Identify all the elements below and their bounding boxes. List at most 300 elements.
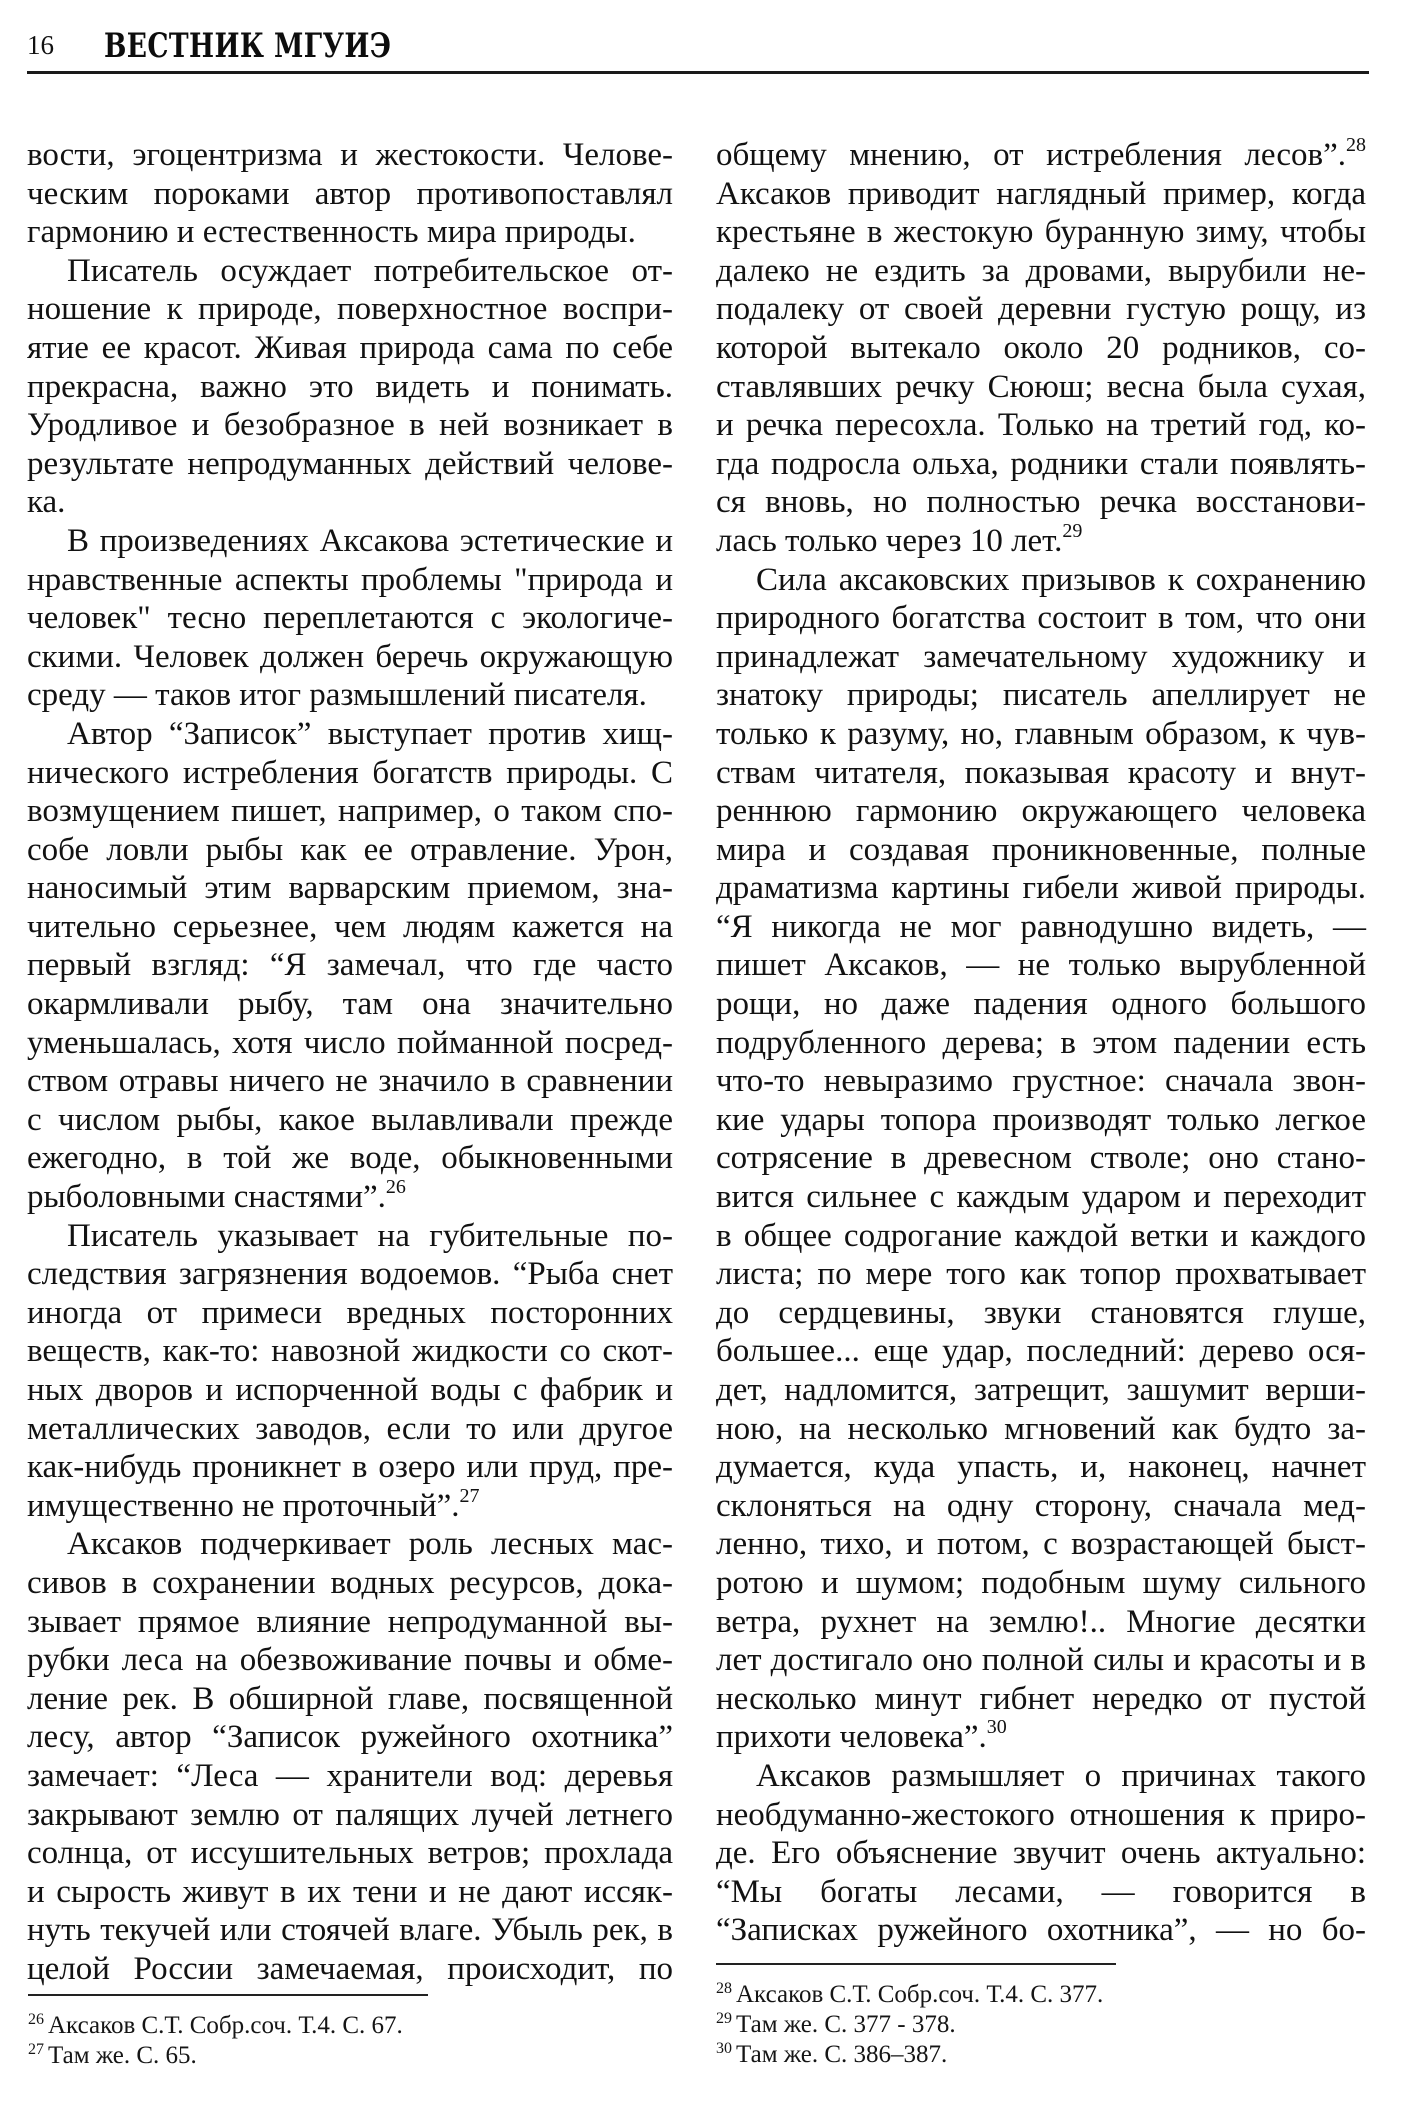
footnote-separator-left bbox=[28, 1994, 428, 1996]
text-line bbox=[716, 1873, 1366, 1912]
text-line bbox=[716, 1641, 1366, 1680]
footnote-number: 30 bbox=[716, 2040, 732, 2057]
line-text: ством отравы ничего не значило в сравнении bbox=[27, 1063, 673, 1100]
text-line-content bbox=[27, 1873, 673, 1912]
text-line-content bbox=[716, 136, 1366, 175]
text-line-content bbox=[716, 1757, 1366, 1796]
text-line bbox=[27, 1332, 673, 1371]
text-line-content bbox=[27, 676, 673, 715]
line-text: склоняться на одну сторону, сначала мед- bbox=[716, 1487, 1366, 1524]
text-line-content bbox=[27, 329, 673, 368]
line-text: целой России замечаемая, происходит, по bbox=[27, 1950, 673, 1987]
line-text: сотрясение в древесном стволе; оно стано- bbox=[716, 1140, 1366, 1177]
text-line bbox=[716, 252, 1366, 291]
text-line-content bbox=[716, 1911, 1366, 1950]
text-line bbox=[27, 985, 673, 1024]
text-line bbox=[27, 1255, 673, 1294]
text-line-content bbox=[27, 1178, 673, 1217]
text-line bbox=[27, 1371, 673, 1410]
text-line-content bbox=[716, 831, 1366, 870]
line-text: “Мы богаты лесами, — говорится в bbox=[716, 1873, 1366, 1910]
text-line-content bbox=[27, 1410, 673, 1449]
text-line-content bbox=[716, 1487, 1366, 1526]
text-line bbox=[716, 1410, 1366, 1449]
text-line-content bbox=[716, 519, 1366, 561]
text-line-content bbox=[716, 175, 1366, 214]
text-line bbox=[716, 1525, 1366, 1564]
text-line-content bbox=[716, 1294, 1366, 1333]
text-line bbox=[716, 1139, 1366, 1178]
text-line-content bbox=[27, 946, 673, 985]
line-text: до сердцевины, звуки становятся глуше, bbox=[716, 1294, 1366, 1331]
text-line-content bbox=[716, 1371, 1366, 1410]
line-text: ка. bbox=[27, 484, 66, 521]
text-line bbox=[27, 406, 673, 445]
line-text: ление рек. В обширной главе, посвященной bbox=[27, 1680, 673, 1717]
text-line-content bbox=[27, 483, 673, 522]
text-line bbox=[27, 1294, 673, 1333]
text-line-content bbox=[27, 1757, 673, 1796]
text-line-content bbox=[716, 1525, 1366, 1564]
text-line-content bbox=[716, 329, 1366, 368]
text-line bbox=[27, 561, 673, 600]
text-line-content bbox=[716, 908, 1366, 947]
text-line bbox=[27, 1139, 673, 1178]
line-text: возмущением пишет, например, о таком спо- bbox=[27, 793, 673, 830]
text-line-content bbox=[27, 1062, 673, 1101]
text-line bbox=[27, 869, 673, 908]
text-line-content bbox=[27, 1332, 673, 1371]
line-text: кие удары топора производят только легкое bbox=[716, 1101, 1366, 1138]
text-line-content bbox=[716, 1101, 1366, 1140]
text-line-content bbox=[716, 561, 1366, 600]
line-text: ною, на несколько мгновений как будто за- bbox=[716, 1410, 1366, 1447]
text-line bbox=[716, 908, 1366, 947]
line-text: природного богатства состоит в том, что они bbox=[716, 600, 1366, 637]
text-line bbox=[27, 1603, 673, 1642]
text-line-content bbox=[716, 213, 1366, 252]
line-text: имущественно не проточный”. bbox=[27, 1487, 460, 1524]
text-line-content bbox=[27, 1101, 673, 1140]
text-line-content bbox=[27, 1217, 673, 1256]
line-text: вится сильнее с каждым ударом и переходит bbox=[716, 1179, 1366, 1216]
text-line bbox=[27, 792, 673, 831]
text-line bbox=[716, 483, 1366, 522]
text-line-content bbox=[27, 1796, 673, 1835]
text-line bbox=[27, 1950, 673, 1989]
text-line-content bbox=[716, 1834, 1366, 1873]
text-line-content bbox=[27, 1448, 673, 1487]
text-line-content bbox=[716, 985, 1366, 1024]
line-text: ежегодно, в той же воде, обыкновенными bbox=[27, 1140, 673, 1177]
line-text: зывает прямое влияние непродуманной вы- bbox=[27, 1603, 673, 1640]
line-text: “Записках ружейного охотника”, — но бо- bbox=[716, 1912, 1366, 1949]
line-text: большее... еще удар, последний: дерево ося- bbox=[716, 1333, 1366, 1370]
right-column bbox=[716, 136, 1366, 1950]
text-line-content bbox=[716, 792, 1366, 831]
text-line bbox=[716, 561, 1366, 600]
text-line bbox=[27, 136, 673, 175]
text-line-content bbox=[27, 985, 673, 1024]
line-text: Аксаков подчеркивает роль лесных мас- bbox=[67, 1526, 673, 1563]
line-text: де. Его объяснение звучит очень актуально: bbox=[716, 1835, 1366, 1872]
text-line bbox=[716, 1178, 1366, 1217]
line-text: человек" тесно переплетаются с экологиче- bbox=[27, 600, 673, 637]
text-line bbox=[716, 754, 1366, 793]
text-line bbox=[27, 329, 673, 368]
line-text: ставлявших речку Сююш; весна была сухая, bbox=[716, 368, 1366, 405]
line-text: Аксаков размышляет о причинах такого bbox=[756, 1757, 1366, 1794]
text-line bbox=[27, 1410, 673, 1449]
line-text: ношение к природе, поверхностное воспри- bbox=[27, 291, 673, 328]
line-text: Сила аксаковских призывов к сохранению bbox=[756, 561, 1366, 598]
text-line bbox=[27, 599, 673, 638]
footnote-text: Там же. С. 386–387. bbox=[736, 2041, 948, 2068]
line-text: реннюю гармонию окружающего человека bbox=[716, 793, 1366, 830]
text-line bbox=[716, 213, 1366, 252]
text-line bbox=[716, 869, 1366, 908]
line-text: уменьшалась, хотя число пойманной посред- bbox=[27, 1024, 673, 1061]
text-line-content bbox=[716, 1641, 1366, 1680]
text-line-content bbox=[27, 1255, 673, 1294]
line-text: ческим пороками автор противопоставлял bbox=[27, 175, 673, 212]
line-text: знатоку природы; писатель апеллирует не bbox=[716, 677, 1366, 714]
text-line bbox=[27, 522, 673, 561]
text-line-content bbox=[716, 1680, 1366, 1719]
text-line-content bbox=[27, 213, 673, 252]
footnote bbox=[716, 2040, 1103, 2070]
text-line bbox=[716, 1757, 1366, 1796]
text-line bbox=[27, 368, 673, 407]
line-text: мира и создавая проникновенные, полные bbox=[716, 831, 1366, 868]
text-line-content bbox=[27, 1294, 673, 1333]
line-text: несколько минут гибнет нередко от пустой bbox=[716, 1680, 1366, 1717]
text-line bbox=[27, 483, 673, 522]
text-line bbox=[27, 1484, 673, 1526]
line-text: нического истребления богатств природы. С bbox=[27, 754, 673, 791]
line-text: ротою и шумом; подобным шуму сильного bbox=[716, 1564, 1366, 1601]
text-line-content bbox=[716, 368, 1366, 407]
text-line-content bbox=[27, 869, 673, 908]
text-line bbox=[27, 445, 673, 484]
text-line bbox=[716, 1834, 1366, 1873]
line-text: первый взгляд: “Я замечал, что где часто bbox=[27, 947, 673, 984]
text-line bbox=[716, 1487, 1366, 1526]
text-line bbox=[27, 638, 673, 677]
line-text: иногда от примеси вредных посторонних bbox=[27, 1294, 673, 1331]
footnote-reference[interactable]: 29 bbox=[1062, 519, 1083, 542]
text-line bbox=[27, 1564, 673, 1603]
text-line bbox=[27, 946, 673, 985]
footnote-reference[interactable]: 28 bbox=[1346, 134, 1366, 156]
text-line-content bbox=[27, 368, 673, 407]
text-line-content bbox=[716, 676, 1366, 715]
text-line bbox=[27, 213, 673, 252]
text-line-content bbox=[716, 1062, 1366, 1101]
text-line-content bbox=[27, 445, 673, 484]
line-text: наносимый этим варварским приемом, зна- bbox=[27, 870, 673, 907]
footnotes-right bbox=[716, 1980, 1103, 2070]
text-line-content bbox=[716, 1024, 1366, 1063]
text-line bbox=[716, 1217, 1366, 1256]
line-text: дет, надломится, затрещит, зашумит верши- bbox=[716, 1372, 1366, 1408]
line-text: нуть текучей или стоячей влаге. Убыль рек, в bbox=[27, 1912, 673, 1949]
text-line-content bbox=[716, 754, 1366, 793]
line-text: и речка пересохла. Только на третий год, ко- bbox=[716, 407, 1366, 444]
text-line bbox=[27, 252, 673, 291]
footnote bbox=[28, 2011, 403, 2041]
line-text: гда подросла ольха, родники стали появлять- bbox=[716, 445, 1366, 482]
line-text: далеко не ездить за дровами, вырубили не- bbox=[716, 252, 1366, 289]
text-line-content bbox=[27, 638, 673, 677]
line-text: ятие ее красот. Живая природа сама по себе bbox=[27, 329, 673, 366]
text-line-content bbox=[27, 1680, 673, 1719]
line-text: солнца, от иссушительных ветров; прохлада bbox=[27, 1835, 673, 1872]
text-line-content bbox=[716, 1410, 1366, 1449]
header-rule bbox=[27, 71, 1369, 74]
text-line-content bbox=[27, 1603, 673, 1642]
text-line-content bbox=[27, 406, 673, 445]
footnote-reference[interactable]: 30 bbox=[986, 1716, 1007, 1739]
text-line bbox=[27, 1217, 673, 1256]
text-line-content bbox=[27, 792, 673, 831]
line-text: прихоти человека”. bbox=[716, 1719, 987, 1756]
journal-title: ВЕСТНИК МГУИЭ bbox=[104, 26, 392, 66]
text-line bbox=[716, 136, 1366, 175]
line-text: Автор “Записок” выступает против хищ- bbox=[67, 715, 673, 752]
text-line bbox=[27, 1062, 673, 1101]
text-line-content bbox=[27, 290, 673, 329]
line-text: ствам читателя, показывая красоту и внут- bbox=[716, 754, 1366, 791]
line-text: Уродливое и безобразное в ней возникает в bbox=[27, 407, 673, 444]
footnote-text: Там же. С. 65. bbox=[48, 2042, 197, 2069]
text-line-content bbox=[716, 252, 1366, 291]
footnote-separator-right bbox=[716, 1963, 1116, 1965]
line-text: общему мнению, от истребления лесов”. bbox=[716, 137, 1346, 173]
line-text: с числом рыбы, какое вылавливали прежде bbox=[27, 1101, 673, 1138]
text-line bbox=[716, 831, 1366, 870]
text-line bbox=[716, 1101, 1366, 1140]
text-line-content bbox=[716, 715, 1366, 754]
text-line bbox=[716, 1294, 1366, 1333]
footnote bbox=[28, 2041, 403, 2071]
line-text: Писатель осуждает потребительское от- bbox=[67, 252, 673, 289]
text-line-content bbox=[716, 1564, 1366, 1603]
line-text: лась только через 10 лет. bbox=[716, 522, 1063, 559]
text-line-content bbox=[27, 1950, 673, 1989]
text-line-content bbox=[716, 1718, 1366, 1757]
footnote-reference[interactable]: 27 bbox=[459, 1484, 480, 1507]
text-line-content bbox=[716, 1796, 1366, 1835]
text-line-content bbox=[716, 1603, 1366, 1642]
line-text: которой вытекало около 20 родников, со- bbox=[716, 329, 1366, 366]
text-line bbox=[27, 1873, 673, 1912]
text-line-content bbox=[27, 1525, 673, 1564]
line-text: что-то невыразимо грустное: сначала звон- bbox=[716, 1063, 1366, 1100]
text-line-content bbox=[716, 483, 1366, 522]
page-number: 16 bbox=[27, 30, 54, 60]
text-line-content bbox=[716, 1255, 1366, 1294]
line-text: рыболовными снастями”. bbox=[27, 1179, 386, 1216]
text-line bbox=[716, 1718, 1366, 1757]
text-line bbox=[716, 1371, 1366, 1410]
line-text: ленно, тихо, и потом, с возрастающей быст- bbox=[716, 1526, 1366, 1563]
line-text: необдуманно-жестокого отношения к приро- bbox=[716, 1796, 1366, 1833]
text-line bbox=[716, 519, 1366, 561]
line-text: лет достигало оно полной силы и красоты и в bbox=[716, 1642, 1366, 1679]
text-line bbox=[716, 985, 1366, 1024]
text-line bbox=[27, 175, 673, 214]
line-text: собе ловли рыбы как ее отравление. Урон, bbox=[27, 831, 673, 868]
line-text: подалеку от своей деревни густую рощу, из bbox=[716, 291, 1366, 328]
text-line bbox=[27, 1796, 673, 1835]
line-text: вости, эгоцентризма и жестокости. Челове- bbox=[27, 137, 673, 173]
text-line-content bbox=[27, 1718, 673, 1757]
text-line-content bbox=[27, 136, 673, 175]
text-line-content bbox=[27, 1834, 673, 1873]
text-line bbox=[716, 1024, 1366, 1063]
text-line bbox=[716, 368, 1366, 407]
text-line-content bbox=[716, 406, 1366, 445]
footnote-text: Аксаков С.Т. Собр.соч. Т.4. С. 377. bbox=[736, 1981, 1104, 2008]
line-text: сивов в сохранении водных ресурсов, дока- bbox=[27, 1564, 673, 1601]
line-text: рубки леса на обезвоживание почвы и обме- bbox=[27, 1642, 673, 1679]
footnotes-left bbox=[28, 2011, 403, 2071]
text-line bbox=[716, 715, 1366, 754]
footnote bbox=[716, 2010, 1103, 2040]
text-line bbox=[27, 1448, 673, 1487]
text-line bbox=[716, 406, 1366, 445]
text-line-content bbox=[27, 1641, 673, 1680]
text-line-content bbox=[716, 1139, 1366, 1178]
text-line-content bbox=[716, 1873, 1366, 1912]
text-line bbox=[716, 445, 1366, 484]
text-line-content bbox=[716, 1332, 1366, 1371]
text-line bbox=[27, 831, 673, 870]
line-text: лесу, автор “Записок ружейного охотника” bbox=[27, 1719, 673, 1756]
text-line-content bbox=[27, 561, 673, 600]
text-line bbox=[27, 1641, 673, 1680]
footnote-text: Аксаков С.Т. Собр.соч. Т.4. С. 67. bbox=[48, 2012, 403, 2039]
text-line-content bbox=[716, 599, 1366, 638]
line-text: нравственные аспекты проблемы "природа и bbox=[27, 561, 673, 598]
text-line bbox=[27, 676, 673, 715]
line-text: чительно серьезнее, чем людям кажется на bbox=[27, 908, 673, 945]
text-line bbox=[716, 792, 1366, 831]
footnote-reference[interactable]: 26 bbox=[385, 1176, 406, 1199]
text-line bbox=[27, 1911, 673, 1950]
text-line-content bbox=[27, 1564, 673, 1603]
line-text: прекрасна, важно это видеть и понимать. bbox=[27, 368, 673, 405]
line-text: пишет Аксаков, — не только вырубленной bbox=[716, 947, 1366, 984]
line-text: Аксаков приводит наглядный пример, когда bbox=[716, 175, 1366, 212]
text-line-content bbox=[716, 946, 1366, 985]
line-text: ветра, рухнет на землю!.. Многие десятки bbox=[716, 1603, 1366, 1640]
text-line-content bbox=[716, 1217, 1366, 1256]
text-line bbox=[716, 1062, 1366, 1101]
line-text: замечает: “Леса — хранители вод: деревья bbox=[27, 1757, 673, 1794]
line-text: “Я никогда не мог равнодушно видеть, — bbox=[716, 908, 1366, 945]
text-line bbox=[716, 1603, 1366, 1642]
text-line bbox=[716, 175, 1366, 214]
text-line bbox=[716, 1448, 1366, 1487]
text-line bbox=[716, 1332, 1366, 1371]
text-line bbox=[27, 754, 673, 793]
text-line bbox=[27, 908, 673, 947]
text-line bbox=[716, 290, 1366, 329]
text-line-content bbox=[27, 908, 673, 947]
text-line bbox=[27, 1680, 673, 1719]
text-line-content bbox=[716, 445, 1366, 484]
line-text: драматизма картины гибели живой природы. bbox=[716, 870, 1366, 907]
text-line bbox=[27, 1525, 673, 1564]
line-text: металлических заводов, если то или другое bbox=[27, 1410, 673, 1447]
text-line-content bbox=[27, 1911, 673, 1950]
text-line-content bbox=[27, 1024, 673, 1063]
line-text: окармливали рыбу, там она значительно bbox=[27, 986, 673, 1023]
text-line bbox=[27, 1834, 673, 1873]
line-text: принадлежат замечательному художнику и bbox=[716, 638, 1366, 675]
text-line-content bbox=[716, 290, 1366, 329]
text-line bbox=[716, 946, 1366, 985]
text-line-content bbox=[27, 1484, 673, 1526]
text-line-content bbox=[716, 638, 1366, 677]
footnote-number: 27 bbox=[28, 2041, 44, 2058]
text-line bbox=[27, 1718, 673, 1757]
text-line bbox=[27, 715, 673, 754]
text-line-content bbox=[27, 1139, 673, 1178]
line-text: ных дворов и испорченной воды с фабрик и bbox=[27, 1372, 673, 1408]
text-line-content bbox=[27, 754, 673, 793]
line-text: закрывают землю от палящих лучей летнего bbox=[27, 1796, 673, 1833]
footnote-number: 29 bbox=[716, 2010, 732, 2027]
text-line bbox=[716, 1911, 1366, 1950]
text-line bbox=[27, 1101, 673, 1140]
text-line bbox=[716, 676, 1366, 715]
line-text: подрубленного дерева; в этом падении есть bbox=[716, 1024, 1366, 1061]
line-text: в общее содрогание каждой ветки и каждого bbox=[716, 1217, 1366, 1254]
text-line bbox=[716, 638, 1366, 677]
line-text: В произведениях Аксакова эстетические и bbox=[67, 522, 673, 559]
line-text: среду — таков итог размышлений писателя. bbox=[27, 677, 647, 714]
line-text: только к разуму, но, главным образом, к чув- bbox=[716, 715, 1366, 752]
text-line bbox=[716, 1680, 1366, 1719]
line-text: результате непродуманных действий челове- bbox=[27, 445, 673, 482]
text-line bbox=[716, 1564, 1366, 1603]
text-line bbox=[716, 1255, 1366, 1294]
footnote-text: Там же. С. 377 - 378. bbox=[736, 2011, 956, 2038]
text-line-content bbox=[716, 869, 1366, 908]
text-line-content bbox=[27, 175, 673, 214]
text-line bbox=[716, 329, 1366, 368]
line-text: и сырость живут в их тени и не дают иссяк- bbox=[27, 1873, 673, 1910]
line-text: гармонию и естественность мира природы. bbox=[27, 214, 636, 251]
text-line bbox=[716, 1796, 1366, 1835]
line-text: как-нибудь проникнет в озеро или пруд, пре- bbox=[27, 1449, 673, 1486]
text-line-content bbox=[27, 599, 673, 638]
text-line bbox=[27, 290, 673, 329]
footnote-number: 26 bbox=[28, 2011, 44, 2028]
text-line-content bbox=[27, 831, 673, 870]
footnote bbox=[716, 1980, 1103, 2010]
line-text: ся вновь, но полностью речка восстанови- bbox=[716, 484, 1366, 521]
text-line-content bbox=[27, 522, 673, 561]
text-line bbox=[27, 1178, 673, 1217]
left-column bbox=[27, 136, 673, 1989]
text-line bbox=[27, 1757, 673, 1796]
line-text: веществ, как-то: навозной жидкости со скот- bbox=[27, 1333, 673, 1370]
line-text: скими. Человек должен беречь окружающую bbox=[27, 638, 673, 675]
